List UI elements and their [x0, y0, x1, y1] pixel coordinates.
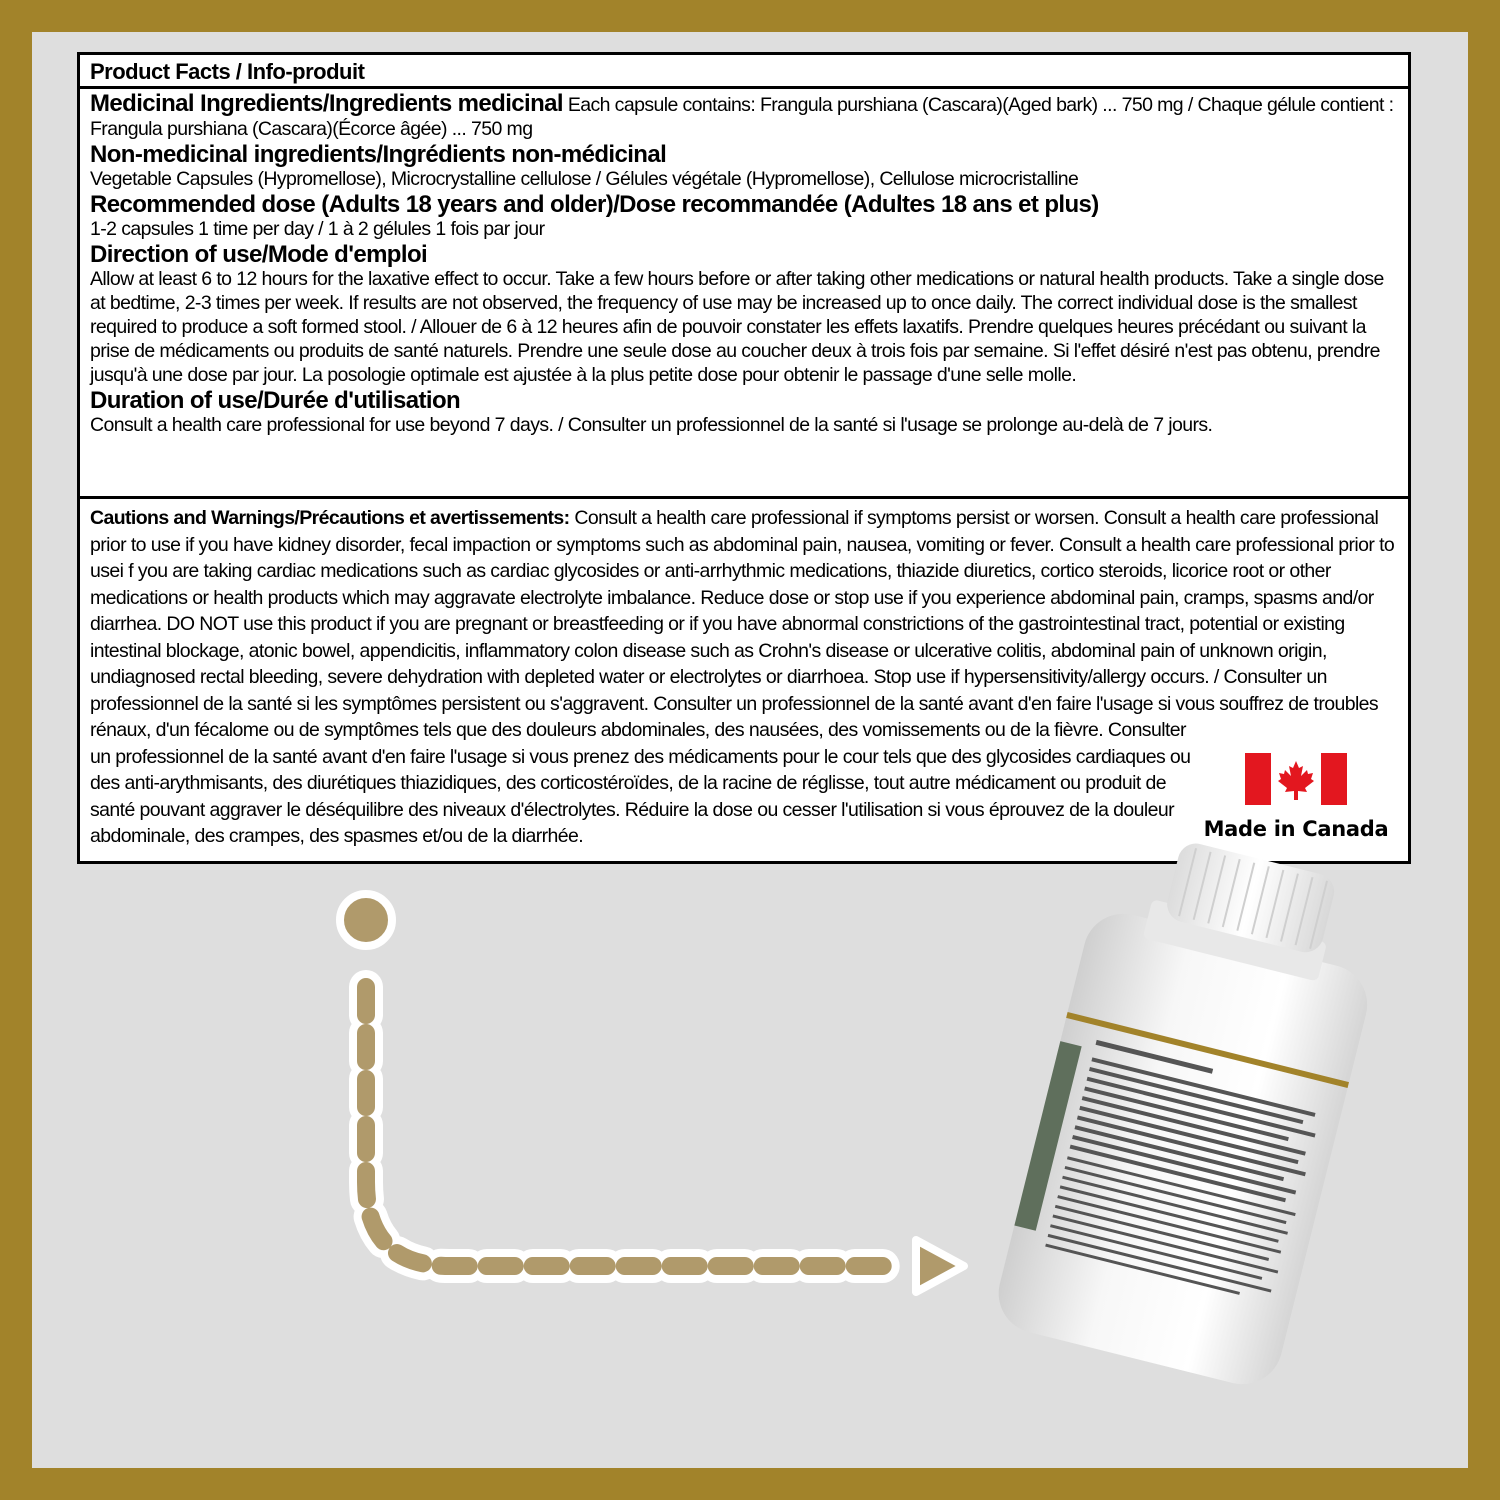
supplement-bottle [32, 32, 1468, 1468]
direction-heading: Direction of use/Mode d'emploi [90, 241, 428, 268]
label-title: Product Facts / Info-produit [80, 55, 1408, 89]
non-medicinal-heading: Non-medicinal ingredients/Ingrédients non-médicinal [90, 141, 667, 168]
cautions-text-top-body: Consult a health care professional if symptoms persist or worsen. Consult a health care professional prior to use if you have kidney disorder, fecal impaction or symptoms such as abdominal pain, nausea, vomiting or fever. Consult a health care professional prior to usei f you are taking cardiac medications such as cardiac glycosides or anti-arrhythmic medications, thiazide diuretics, cortico steroids, licorice root or other medications or health products which may aggravate electrolyte imbalance. Reduce dose or stop use if you experience abdominal pain, cramps, spasms and/or diarrhea. DO NOT use this product if you are pregnant or breastfeeding or if you have abnormal constrictions of the gastrointestinal tract, potential or existing intestinal blockage, atonic bowel, appendicitis, inflammatory colon disease such as Crohn's disease or ulcerative colitis, abdominal pain of unknown origin, undiagnosed rectal bleeding, severe dehydration with depleted water or electrolytes or diarrhoea. Stop use if hypersensitivity/allergy occurs. / Consulter un professionnel de la santé si les symptômes persistent ou s'aggravent. Consulter un professionnel de la santé avant d'en faire l'usage si vous souffrez de troubles [90, 507, 1395, 715]
duration-text: Consult a health care professional for use beyond 7 days. / Consulter un professionnel de la santé si l'usage se prolonge au-delà de 7 jours. [90, 414, 1213, 436]
medicinal-text: Each capsule contains: Frangula purshiana (Cascara)(Aged bark) ... 750 mg / Chaque gélule contient : Frangula purshiana (Cascara)(Écorce âgée) ... 750 mg [90, 94, 1394, 140]
cautions-heading: Cautions and Warnings/Précautions et avertissements: [90, 507, 570, 529]
direction-text: Allow at least 6 to 12 hours for the laxative effect to occur. Take a few hours before or after taking other medications or natural health products. Take a single dose at bedtime, 2-3 times per week. If results are not observed, the frequency of use may be increased up to once daily. The correct individual dose is the smallest required to produce a soft formed stool. / Allouer de 6 à 12 heures afin de pouvoir constater les effets laxatifs. Prendre quelques heures précédant ou suivant la prise de médicaments ou produits de santé naturels. Prendre une seule dose au coucher deux à trois fois par semaine. Si l'effet désiré n'est pas obtenu, prendre jusqu'à une dose par jour. La posologie optimale est ajustée à la plus petite dose pour obtenir le passage d'une selle molle. [90, 268, 1384, 386]
dose-heading: Recommended dose (Adults 18 years and older)/Dose recommandée (Adultes 18 ans et plus) [90, 191, 1099, 218]
non-medicinal-text: Vegetable Capsules (Hypromellose), Microcrystalline cellulose / Gélules végétale (Hypromellose), Cellulose microcristalline [90, 168, 1079, 190]
medicinal-heading: Medicinal Ingredients/Ingredients medicinal [90, 90, 563, 117]
duration-heading: Duration of use/Durée d'utilisation [90, 387, 461, 414]
dose-text: 1-2 capsules 1 time per day / 1 à 2 gélules 1 fois par jour [90, 218, 545, 240]
cautions-text-bottom: rénaux, d'un fécalome ou de symptômes tels que des douleurs abdominales, des nausées, des vomissements ou de la fièvre. Consulter un professionnel de la santé avant d'en faire l'usage si vous prenez des médicaments pour le cour tels que des glycosides cardiaques ou des anti-arythmisants, des diurétiques thiazidiques, des corticostéroïdes, de la racine de réglisse, tout autre médicament ou produit de santé pouvant aggraver le déséquilibre des niveaux d'électrolytes. Réduire la dose ou cesser l'utilisation si vous éprouvez de la douleur abdominale, des crampes, des spasmes et/ou de la diarrhée. [90, 719, 1191, 847]
origin-text: Made in Canada [1203, 817, 1389, 841]
product-image [32, 32, 1468, 1468]
